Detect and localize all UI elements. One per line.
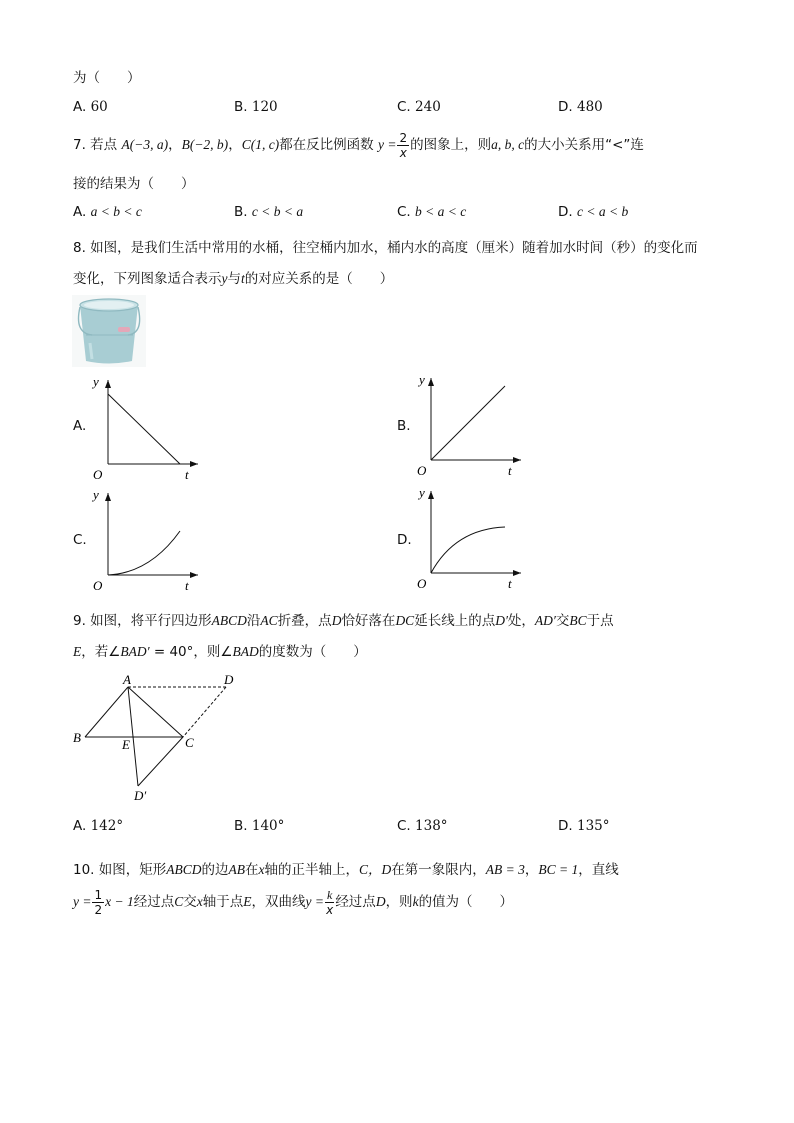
- svg-text:t: t: [185, 467, 189, 482]
- svg-text:t: t: [508, 463, 512, 478]
- graph-d-label: D.: [397, 532, 412, 548]
- svg-text:D: D: [224, 672, 234, 687]
- q7-option-a: A. a < b < c: [73, 204, 142, 220]
- graph-a-label: A.: [73, 418, 87, 434]
- q7-fraction: $\frac{2}{x}$: [399, 130, 408, 160]
- svg-text:y: y: [419, 372, 425, 387]
- q7-option-c: C. b < a < c: [397, 204, 467, 220]
- graph-c: [88, 485, 203, 595]
- q9-option-a: A. 142°: [73, 818, 124, 834]
- q7-option-d: D. c < a < b: [558, 204, 629, 220]
- svg-text:A: A: [123, 672, 131, 687]
- svg-text:y: y: [93, 374, 99, 389]
- svg-text:O: O: [93, 578, 103, 593]
- graph-d: [411, 485, 526, 595]
- svg-text:y: y: [93, 487, 99, 502]
- q9-stem-line2: E，若∠BAD′ = 40°，则∠BAD的度数为（ ）: [73, 644, 367, 660]
- q7-stem-line2: 接的结果为（ ）: [73, 176, 195, 192]
- graph-c-label: C.: [73, 532, 87, 548]
- svg-text:E: E: [122, 737, 130, 752]
- q7-option-b: B. c < b < a: [234, 204, 304, 220]
- svg-text:O: O: [417, 576, 427, 591]
- q9-option-c: C. 138°: [397, 818, 448, 834]
- q9-option-b: B. 140°: [234, 818, 285, 834]
- q10-stem-line2: y = $\frac{1}{2}$ x − 1经过点C交x轴于点E，双曲线y = $\frac{k}{x}$ 经过点D，则k的值为（ ）: [73, 887, 514, 917]
- q10-k-fraction: $\frac{k}{x}$: [326, 887, 334, 917]
- graph-b: [411, 372, 526, 482]
- q10-stem-line1: 10. 如图，矩形ABCD的边AB在x轴的正半轴上，C，D在第一象限内，AB = 3，BC = 1，直线: [73, 862, 619, 878]
- bucket-photo-icon: [72, 295, 146, 367]
- q8-stem-line2: 变化，下列图象适合表示y与t的对应关系的是（ ）: [73, 271, 394, 287]
- svg-text:t: t: [185, 578, 189, 593]
- q9-stem-line1: 9. 如图，将平行四边形ABCD沿AC折叠，点D恰好落在DC延长线上的点D′处，AD′交BC于点: [73, 613, 614, 629]
- q9-parallelogram-figure: [70, 670, 250, 805]
- svg-text:O: O: [417, 463, 427, 478]
- q8-stem-line1: 8. 如图，是我们生活中常用的水桶，往空桶内加水，桶内水的高度（厘米）随着加水时间（秒）的变化而: [73, 240, 698, 256]
- q6-option-a: A. 60: [73, 99, 108, 115]
- svg-text:B: B: [73, 730, 81, 745]
- svg-text:C: C: [185, 735, 194, 750]
- graph-b-label: B.: [397, 418, 411, 434]
- q6-tail: 为（ ）: [73, 70, 141, 86]
- svg-text:y: y: [419, 485, 425, 500]
- svg-text:t: t: [508, 576, 512, 591]
- q6-option-d: D. 480: [558, 99, 603, 115]
- q10-half-fraction: $\frac{1}{2}$: [94, 887, 103, 917]
- graph-a: [88, 372, 203, 482]
- q6-option-b: B. 120: [234, 99, 278, 115]
- q9-option-d: D. 135°: [558, 818, 610, 834]
- q7-stem-line1: 7. 若点 A(−3, a)，B(−2, b)，C(1, c)都在反比例函数 y = $\frac{2}{x}$ 的图象上，则a, b, c的大小关系用“<”连: [73, 130, 644, 160]
- svg-text:O: O: [93, 467, 103, 482]
- q6-option-c: C. 240: [397, 99, 441, 115]
- svg-text:D′: D′: [134, 788, 147, 803]
